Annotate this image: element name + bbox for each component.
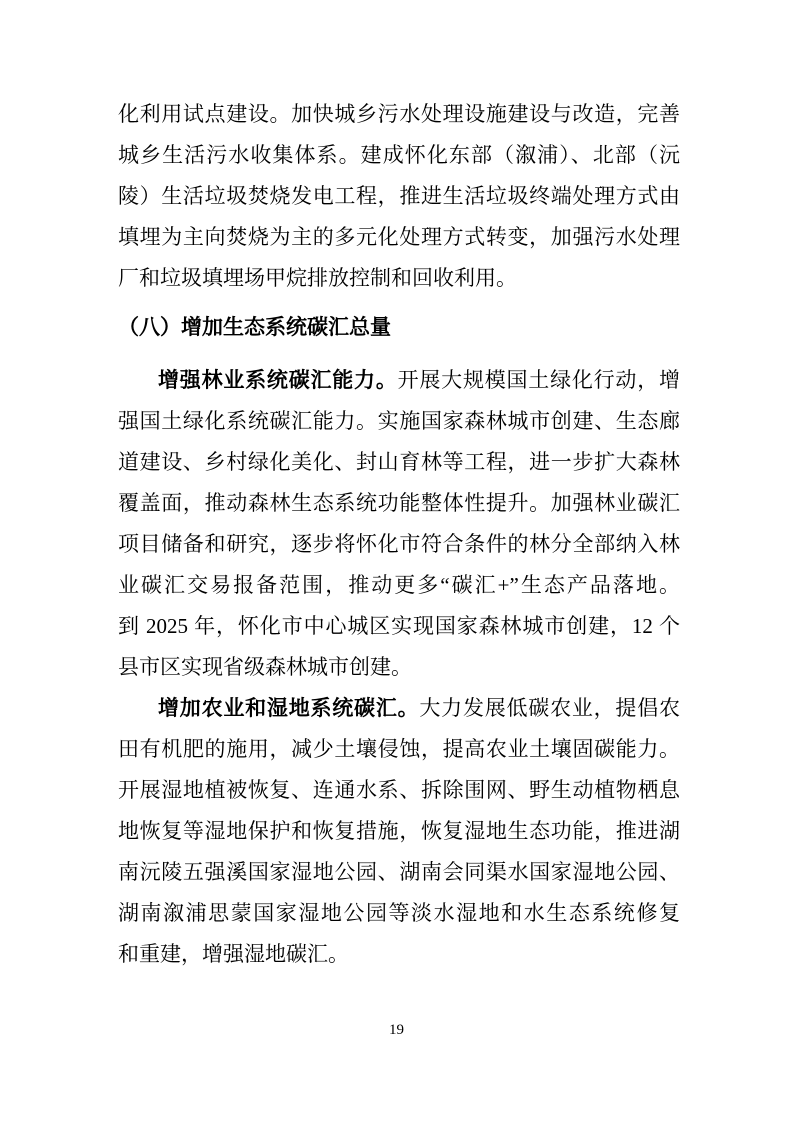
- section-heading: [118, 307, 680, 348]
- text-line: [118, 934, 680, 975]
- text-line: [118, 647, 680, 688]
- bold-text-segment: 增强林业系统碳汇能力。: [158, 368, 398, 392]
- text-segment: 城乡生活污水收集体系。建成怀化东部（溆浦）、北部（沅: [118, 143, 680, 167]
- paragraph: [118, 360, 680, 688]
- text-line: [118, 360, 680, 401]
- text-line: [118, 893, 680, 934]
- text-line: [118, 852, 680, 893]
- bold-text-segment: 增加农业和湿地系统碳汇。: [158, 696, 420, 720]
- text-line: [118, 811, 680, 852]
- text-line: [118, 606, 680, 647]
- text-segment: 和重建，增强湿地碳汇。: [118, 942, 349, 966]
- text-segment: 开展湿地植被恢复、连通水系、拆除围网、野生动植物栖息: [118, 778, 680, 802]
- text-block: [118, 94, 680, 975]
- text-segment: 南沅陵五强溪国家湿地公园、湖南会同渠水国家湿地公园、: [118, 860, 680, 884]
- text-line: [118, 524, 680, 565]
- text-segment: 湖南溆浦思蒙国家湿地公园等淡水湿地和水生态系统修复: [118, 901, 680, 925]
- text-segment: 大力发展低碳农业，提倡农: [419, 696, 680, 720]
- text-segment: 厂和垃圾填埋场甲烷排放控制和回收利用。: [118, 266, 517, 290]
- text-line: [118, 688, 680, 729]
- text-segment: 地恢复等湿地保护和恢复措施，恢复湿地生态功能，推进湖: [118, 819, 680, 843]
- text-segment: 县市区实现省级森林城市创建。: [118, 655, 412, 679]
- text-line: [118, 729, 680, 770]
- page-footer: [0, 1020, 793, 1040]
- page-number: 19: [389, 1022, 404, 1038]
- text-line: [118, 217, 680, 258]
- paragraph: [118, 94, 680, 299]
- text-line: [118, 770, 680, 811]
- text-segment: 业碳汇交易报备范围，推动更多“碳汇+”生态产品落地。: [118, 573, 680, 597]
- text-line: [118, 135, 680, 176]
- text-line: [118, 483, 680, 524]
- text-segment: 化利用试点建设。加快城乡污水处理设施建设与改造，完善: [118, 102, 680, 126]
- bold-text-segment: （八）增加生态系统碳汇总量: [118, 315, 391, 339]
- text-line: [118, 401, 680, 442]
- text-line: [118, 442, 680, 483]
- paragraph: [118, 688, 680, 975]
- text-segment: 覆盖面，推动森林生态系统功能整体性提升。加强林业碳汇: [118, 491, 680, 515]
- text-line: [118, 565, 680, 606]
- text-line: [118, 307, 680, 348]
- text-segment: 陵）生活垃圾焚烧发电工程，推进生活垃圾终端处理方式由: [118, 184, 680, 208]
- text-line: [118, 176, 680, 217]
- text-segment: 田有机肥的施用，减少土壤侵蚀，提高农业土壤固碳能力。: [118, 737, 680, 761]
- text-line: [118, 258, 680, 299]
- text-segment: 开展大规模国土绿化行动，增: [397, 368, 680, 392]
- text-segment: 填埋为主向焚烧为主的多元化处理方式转变，加强污水处理: [118, 225, 680, 249]
- text-line: [118, 94, 680, 135]
- text-segment: 项目储备和研究，逐步将怀化市符合条件的林分全部纳入林: [118, 532, 680, 556]
- text-segment: 道建设、乡村绿化美化、封山育林等工程，进一步扩大森林: [118, 450, 680, 474]
- text-segment: 强国土绿化系统碳汇能力。实施国家森林城市创建、生态廊: [118, 409, 680, 433]
- text-segment: 到 2025 年，怀化市中心城区实现国家森林城市创建，12 个: [118, 614, 680, 638]
